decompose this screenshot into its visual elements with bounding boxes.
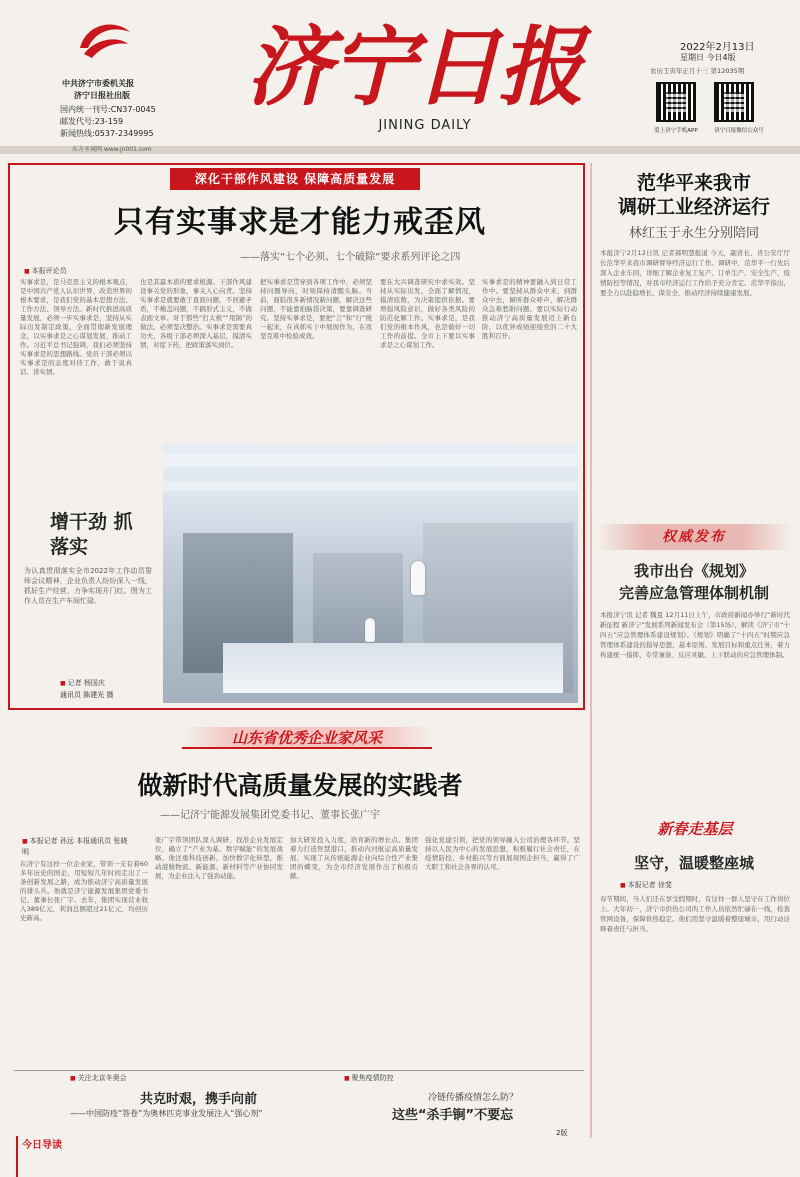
teaser-left-subtitle: ——中国防疫“答卷”为奥林匹克事业发展注入“强心剂” bbox=[70, 1109, 263, 1118]
issn: 国内统一刊号:CN37-0045 bbox=[60, 105, 156, 114]
second-title[interactable]: 做新时代高质量发展的实践者 bbox=[137, 771, 463, 800]
today-guide-label: 今日导读 bbox=[22, 1140, 62, 1151]
issue-weekday: 星期日 今日4版 bbox=[680, 53, 736, 62]
teaser-mid-title1[interactable]: 冷链传播疫情怎么防？ bbox=[428, 1093, 519, 1103]
right-column-rule bbox=[590, 163, 592, 1138]
masthead-title: 济宁日报 bbox=[246, 17, 582, 118]
photo-credit-1: ■ 记者 杨国庆 bbox=[60, 678, 160, 688]
second-col-4: 强化党建引领，把党的领导融入公司治理各环节。坚持以人民为中心的发展思想，积极履行社会责任，在疫情防控、乡村振兴等方面展现国企担当，赢得了广大职工和社会各界的认可。 bbox=[425, 836, 580, 871]
photo-credit-2: 通讯员 陈建光 摄 bbox=[60, 691, 114, 699]
website-line: 东方圣城网 www.jn001.com bbox=[72, 146, 152, 153]
page-ref[interactable]: 2版 bbox=[556, 1129, 568, 1137]
app-qr-code[interactable] bbox=[656, 82, 696, 122]
photo-caption: 为认真贯彻落实全市2022年工作动员誓师会议精神，企业负责人纷纷深入一线，抓好生产经营，力争实现开门红。图为工作人员在生产车间忙碌。 bbox=[24, 567, 152, 605]
hotline: 新闻热线:0537-2349995 bbox=[60, 129, 154, 138]
masthead-subtitle: JINING DAILY bbox=[378, 118, 472, 133]
factory-photo[interactable] bbox=[163, 443, 578, 703]
right-headline-1-line2: 调研工业经济运行 bbox=[617, 196, 770, 218]
authority-release-label: 权威发布 bbox=[662, 529, 726, 545]
right-byline-3: ■ 本报记者 徐斐 bbox=[620, 880, 720, 890]
second-col-2: 张广宇带领团队深入调研，找准企业发展定位，确立了“产业为基、数字赋能”的发展战略。他注重科技创新，加快数字化转型，推动港航物流、新能源、新材料等产业协同发展，为企业注入了强劲动能。 bbox=[155, 836, 283, 880]
lead-col-4: 要在大兴调查研究中求实效。坚持从实际出发，全面了解情况，摸清底数，为决策提供依据。要增强风险意识，做好各类风险的防范化解工作。实事求是，是我们党的根本作风，也是做好一切工作的前提。全市上下要以实事求是之心谋划工作。 bbox=[380, 278, 475, 349]
authority-release-banner bbox=[596, 524, 792, 550]
right-subhead-1: 林红玉于永生分别陪同 bbox=[628, 226, 759, 241]
lead-title[interactable]: 只有实事求是才能力戒歪风 bbox=[114, 205, 486, 240]
lead-col-5: 实事求是的精神要融入到日常工作中。要坚持从群众中来、到群众中去，倾听群众呼声，解决群众急难愁盼问题。要以实际行动推动济宁高质量发展迈上新台阶，以优异成绩迎接党的二十大胜利召开。 bbox=[482, 278, 577, 340]
footer-bar bbox=[0, 1136, 800, 1177]
app-qr-label: 爱上济宁手机APP bbox=[654, 128, 698, 134]
right-headline-2-line1: 我市出台《规划》 bbox=[633, 562, 754, 580]
right-body-2: 本报济宁讯 记者 魏夏 12月11日上午，市政府新闻办举行“新时代 新征程 新济宁”发展系列新闻发布会（第15场），解读《济宁市“十四五”应急管理体系建设规划》。《规划》明确了“十四五”时期应急管理体系建设的指导思想、基本原则、发展目标和重点任务，着力构建统一指挥、专常兼备、反应灵敏、上下联动的应急管理体制。 bbox=[600, 611, 790, 659]
right-headline-1-line1: 范华平来我市 bbox=[636, 172, 751, 194]
second-col-1: 在济宁有这样一位企业家，带领一支有着60多年历史的国企，用短短几年时间走出了一条创新发展之路，成为推动济宁高质量发展的排头兵。他就是济宁能源发展集团党委书记、董事长张广宇。去年，集团实现营业收入389亿元，利润总额超过21亿元，均创历史新高。 bbox=[20, 860, 148, 922]
lead-subtitle: ——落实“七个必须、七个破除”要求系列评论之四 bbox=[240, 252, 461, 263]
issue-lunar: 农历壬寅年正月十三 第12035期 bbox=[650, 67, 745, 75]
footer-accent bbox=[16, 1136, 18, 1177]
postal-code: 邮发代号:23-159 bbox=[60, 117, 124, 126]
lead-banner: 深化干部作风建设 保障高质量发展 bbox=[170, 168, 420, 190]
beijing-winter-olympics-tag: ■ 关注北京冬奥会 bbox=[70, 1073, 230, 1083]
right-headline-2[interactable] bbox=[596, 560, 792, 604]
teaser-divider bbox=[14, 1070, 584, 1071]
wechat-qr-code[interactable] bbox=[714, 82, 754, 122]
teaser-mid-title2[interactable]: 这些“杀手锏”不要忘 bbox=[392, 1108, 514, 1123]
right-headline-2-line2: 完善应急管理体制机制 bbox=[618, 584, 769, 602]
right-body-1: 本报济宁2月12日讯 记者郝明慧报道 今天，副省长、省公安厅厅长范华平来我市调研督导经济运行工作。调研中，范华平一行先后深入企业车间，详细了解企业复工复产、订单生产、安全生产、疫情防控等情况，对我市经济运行工作给予充分肯定。范华平指出，要全力以赴稳增长、保安全，推动经济持续健康发展。 bbox=[600, 249, 790, 297]
enterprise-banner: 山东省优秀企业家风采 bbox=[182, 727, 432, 749]
new-spring-column: 新春走基层 bbox=[657, 820, 733, 838]
lead-col-1: 实事求是，是马克思主义的根本观点，是中国共产党人认识世界、改造世界的根本要求，是我们党的基本思想方法、工作方法、领导方法。新时代推进高质量发展，必须一步实事求是，坚持从实际出发制定政策，全面贯彻新发展理念，以实事求是之心谋划发展、推动工作。习近平总书记强调，我们必须坚持实事求是的思想路线。党员干部必须以实事求是的态度对待工作，敢于说真话、讲实情。 bbox=[20, 278, 132, 376]
lead-col-3: 把实事求是贯穿到各项工作中，必须坚持问题导向，时刻保持清醒头脑。当前，面临很多新情况新问题，解决这些问题，不能靠拍脑袋决策，要靠调查研究。坚持实事求是，要把“言”和“行”统一起来，在真抓实干中展现作为，在攻坚克难中检验成效。 bbox=[260, 278, 372, 340]
photo-headline: 增干劲 抓落实 bbox=[50, 511, 133, 558]
right-headline-1[interactable] bbox=[596, 171, 792, 219]
newspaper-logo bbox=[74, 14, 134, 70]
second-subtitle: ——记济宁能源发展集团党委书记、董事长张广宇 bbox=[160, 810, 380, 821]
second-byline: ■ 本报记者 孙远 本报通讯员 张晓明 bbox=[22, 836, 132, 857]
teaser-left-title[interactable]: 共克时艰，携手向前 bbox=[140, 1092, 258, 1107]
second-col-3: 加大研发投入力度，培育新的增长点。集团着力打造智慧港口，推动内河航运高质量发展，实现了从传统能源企业向综合性产业集团的蝶变，为全市经济发展作出了积极贡献。 bbox=[290, 836, 418, 880]
right-headline-3[interactable]: 坚守，温暖整座城 bbox=[633, 854, 754, 872]
lead-col-2: 也是其最本质的要求根源。干部作风建设事关党的形象，事关人心向背。坚持实事求是就要敢于直面问题，不回避矛盾，不掩盖问题，不搞形式主义，不做表面文章。对于那些“打太极”“甩锅”的做法，必须坚决整治。实事求是需要真功夫，各级干部必须深入基层，摸清实情，对症下药，把政策落实到位。 bbox=[140, 278, 252, 349]
lead-byline: ■ 本报评论员 bbox=[24, 266, 104, 276]
publisher-line2: 济宁日报社出版 bbox=[74, 91, 130, 100]
epidemic-tag: ■ 聚焦疫情防控 bbox=[344, 1073, 464, 1083]
publisher-line1: 中共济宁市委机关报 bbox=[62, 79, 134, 88]
issue-date: 2022年2月13日 bbox=[680, 42, 755, 53]
wechat-qr-label: 济宁日报微信公众号 bbox=[714, 128, 764, 134]
right-body-3: 春节期间，当人们还在享受假期时，有这样一群人坚守在工作岗位上。大年初一，济宁市供热公司的工作人员依然忙碌在一线，检查管网设备，保障供热稳定。他们用坚守温暖着整座城市，用行动诠释着责任与担当。 bbox=[600, 895, 790, 933]
